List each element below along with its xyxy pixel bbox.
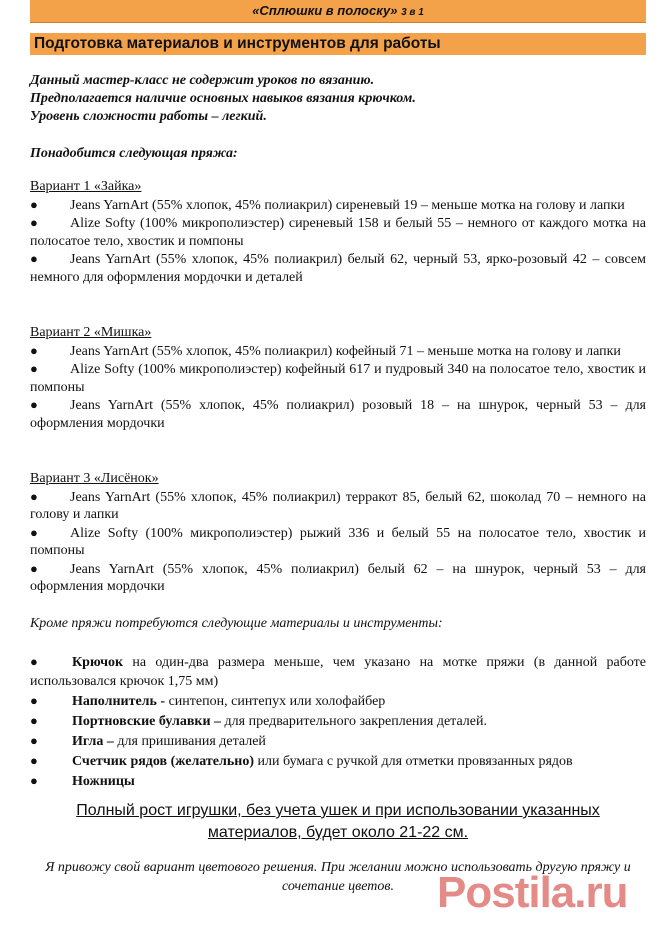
- intro-block: [30, 72, 646, 126]
- bullet-icon: ●: [30, 693, 38, 708]
- tool-item: ● Наполнитель - синтепон, синтепух или холофайбер: [30, 693, 386, 709]
- variant-2: [30, 324, 646, 432]
- variant-title: Вариант 1 «Зайка»: [30, 179, 142, 194]
- intro-line: Уровень сложности работы – легкий.: [30, 109, 267, 124]
- yarn-heading: Понадобится следующая пряжа:: [30, 146, 238, 161]
- top-banner: [30, 0, 646, 23]
- yarn-item: ● Jeans YarnArt (55% хлопок, 45% полиакрил) белый 62, черный 53, ярко-розовый 42 – совсем немного для оформления мордочки и деталей: [30, 251, 646, 285]
- yarn-item: ● Alize Softy (100% микрополиэстер) кофейный 617 и пудровый 340 на полосатое тело, хвостик и помпоны: [30, 361, 646, 395]
- tool-item: ● Счетчик рядов (желательно) или бумага с ручкой для отметки провязанных рядов: [30, 753, 573, 769]
- bullet-icon: ●: [30, 773, 38, 788]
- variant-title: Вариант 3 «Лисёнок»: [30, 471, 159, 486]
- bullet-icon: ●: [30, 251, 38, 266]
- summary-text: Полный рост игрушки, без учета ушек и при использовании указанных материалов, будет около 21-22 см.: [76, 802, 600, 841]
- variant-3: [30, 470, 646, 596]
- bullet-icon: ●: [30, 196, 38, 212]
- bullet-icon: ●: [30, 215, 38, 230]
- tool-item: ● Игла – для пришивания деталей: [30, 733, 266, 749]
- yarn-item: ● Jeans YarnArt (55% хлопок, 45% полиакрил) кофейный 71 – меньше мотка на голову и лапки: [30, 342, 621, 359]
- tools-list: [30, 652, 646, 791]
- intro-line: Предполагается наличие основных навыков вязания крючком.: [30, 91, 416, 106]
- tool-item: ● Крючок на один-два размера меньше, чем указано на мотке пряжи (в данной работе использовался крючок 1,75 мм): [30, 654, 646, 689]
- variant-1: [30, 178, 646, 286]
- tool-item: ● Ножницы: [30, 773, 135, 789]
- yarn-item: ● Jeans YarnArt (55% хлопок, 45% полиакрил) розовый 18 – на шнурок, черный 53 – для оформления мордочки: [30, 397, 646, 431]
- bullet-icon: ●: [30, 524, 38, 540]
- banner-subtitle: 3 в 1: [401, 7, 424, 18]
- yarn-item: ● Alize Softy (100% микрополиэстер) сиреневый 158 и белый 55 – немного от каждого мотка на полосатое тело, хвостик и помпоны: [30, 215, 646, 249]
- bullet-icon: ●: [30, 753, 38, 768]
- bullet-icon: ●: [30, 713, 38, 728]
- intro-line: Данный мастер-класс не содержит уроков по вязанию.: [30, 73, 375, 88]
- bullet-icon: ●: [30, 397, 38, 412]
- bullet-icon: ●: [30, 560, 38, 576]
- yarn-item: ● Alize Softy (100% микрополиэстер) рыжий 336 и белый 55 на полосатое тело, хвостик и помпоны: [30, 524, 646, 558]
- note-text: Я привожу свой вариант цветового решения. При желании можно использовать другую пряжу и сочетание цветов.: [45, 860, 631, 894]
- yarn-item: ● Jeans YarnArt (55% хлопок, 45% полиакрил) белый 62 – на шнурок, черный 53 – для оформления мордочки: [30, 560, 646, 594]
- tool-item: ● Портновские булавки – для предварительного закрепления деталей.: [30, 713, 487, 729]
- yarn-item: ● Jeans YarnArt (55% хлопок, 45% полиакрил) сиреневый 19 – меньше мотка на голову и лапки: [30, 196, 625, 213]
- materials-heading: Кроме пряжи потребуются следующие материалы и инструменты:: [30, 616, 443, 631]
- bullet-icon: ●: [30, 342, 38, 358]
- section-header: Подготовка материалов и инструментов для работы: [30, 33, 646, 55]
- watermark-logo: Postila.ru: [437, 868, 628, 917]
- variant-title: Вариант 2 «Мишка»: [30, 325, 152, 340]
- yarn-item: ● Jeans YarnArt (55% хлопок, 45% полиакрил) терракот 85, белый 62, шоколад 70 – немного на голову и лапки: [30, 488, 646, 522]
- bullet-icon: ●: [30, 654, 38, 669]
- bullet-icon: ●: [30, 361, 38, 376]
- bullet-icon: ●: [30, 733, 38, 748]
- bullet-icon: ●: [30, 488, 38, 504]
- banner-title: «Сплюшки в полоску»: [252, 3, 398, 18]
